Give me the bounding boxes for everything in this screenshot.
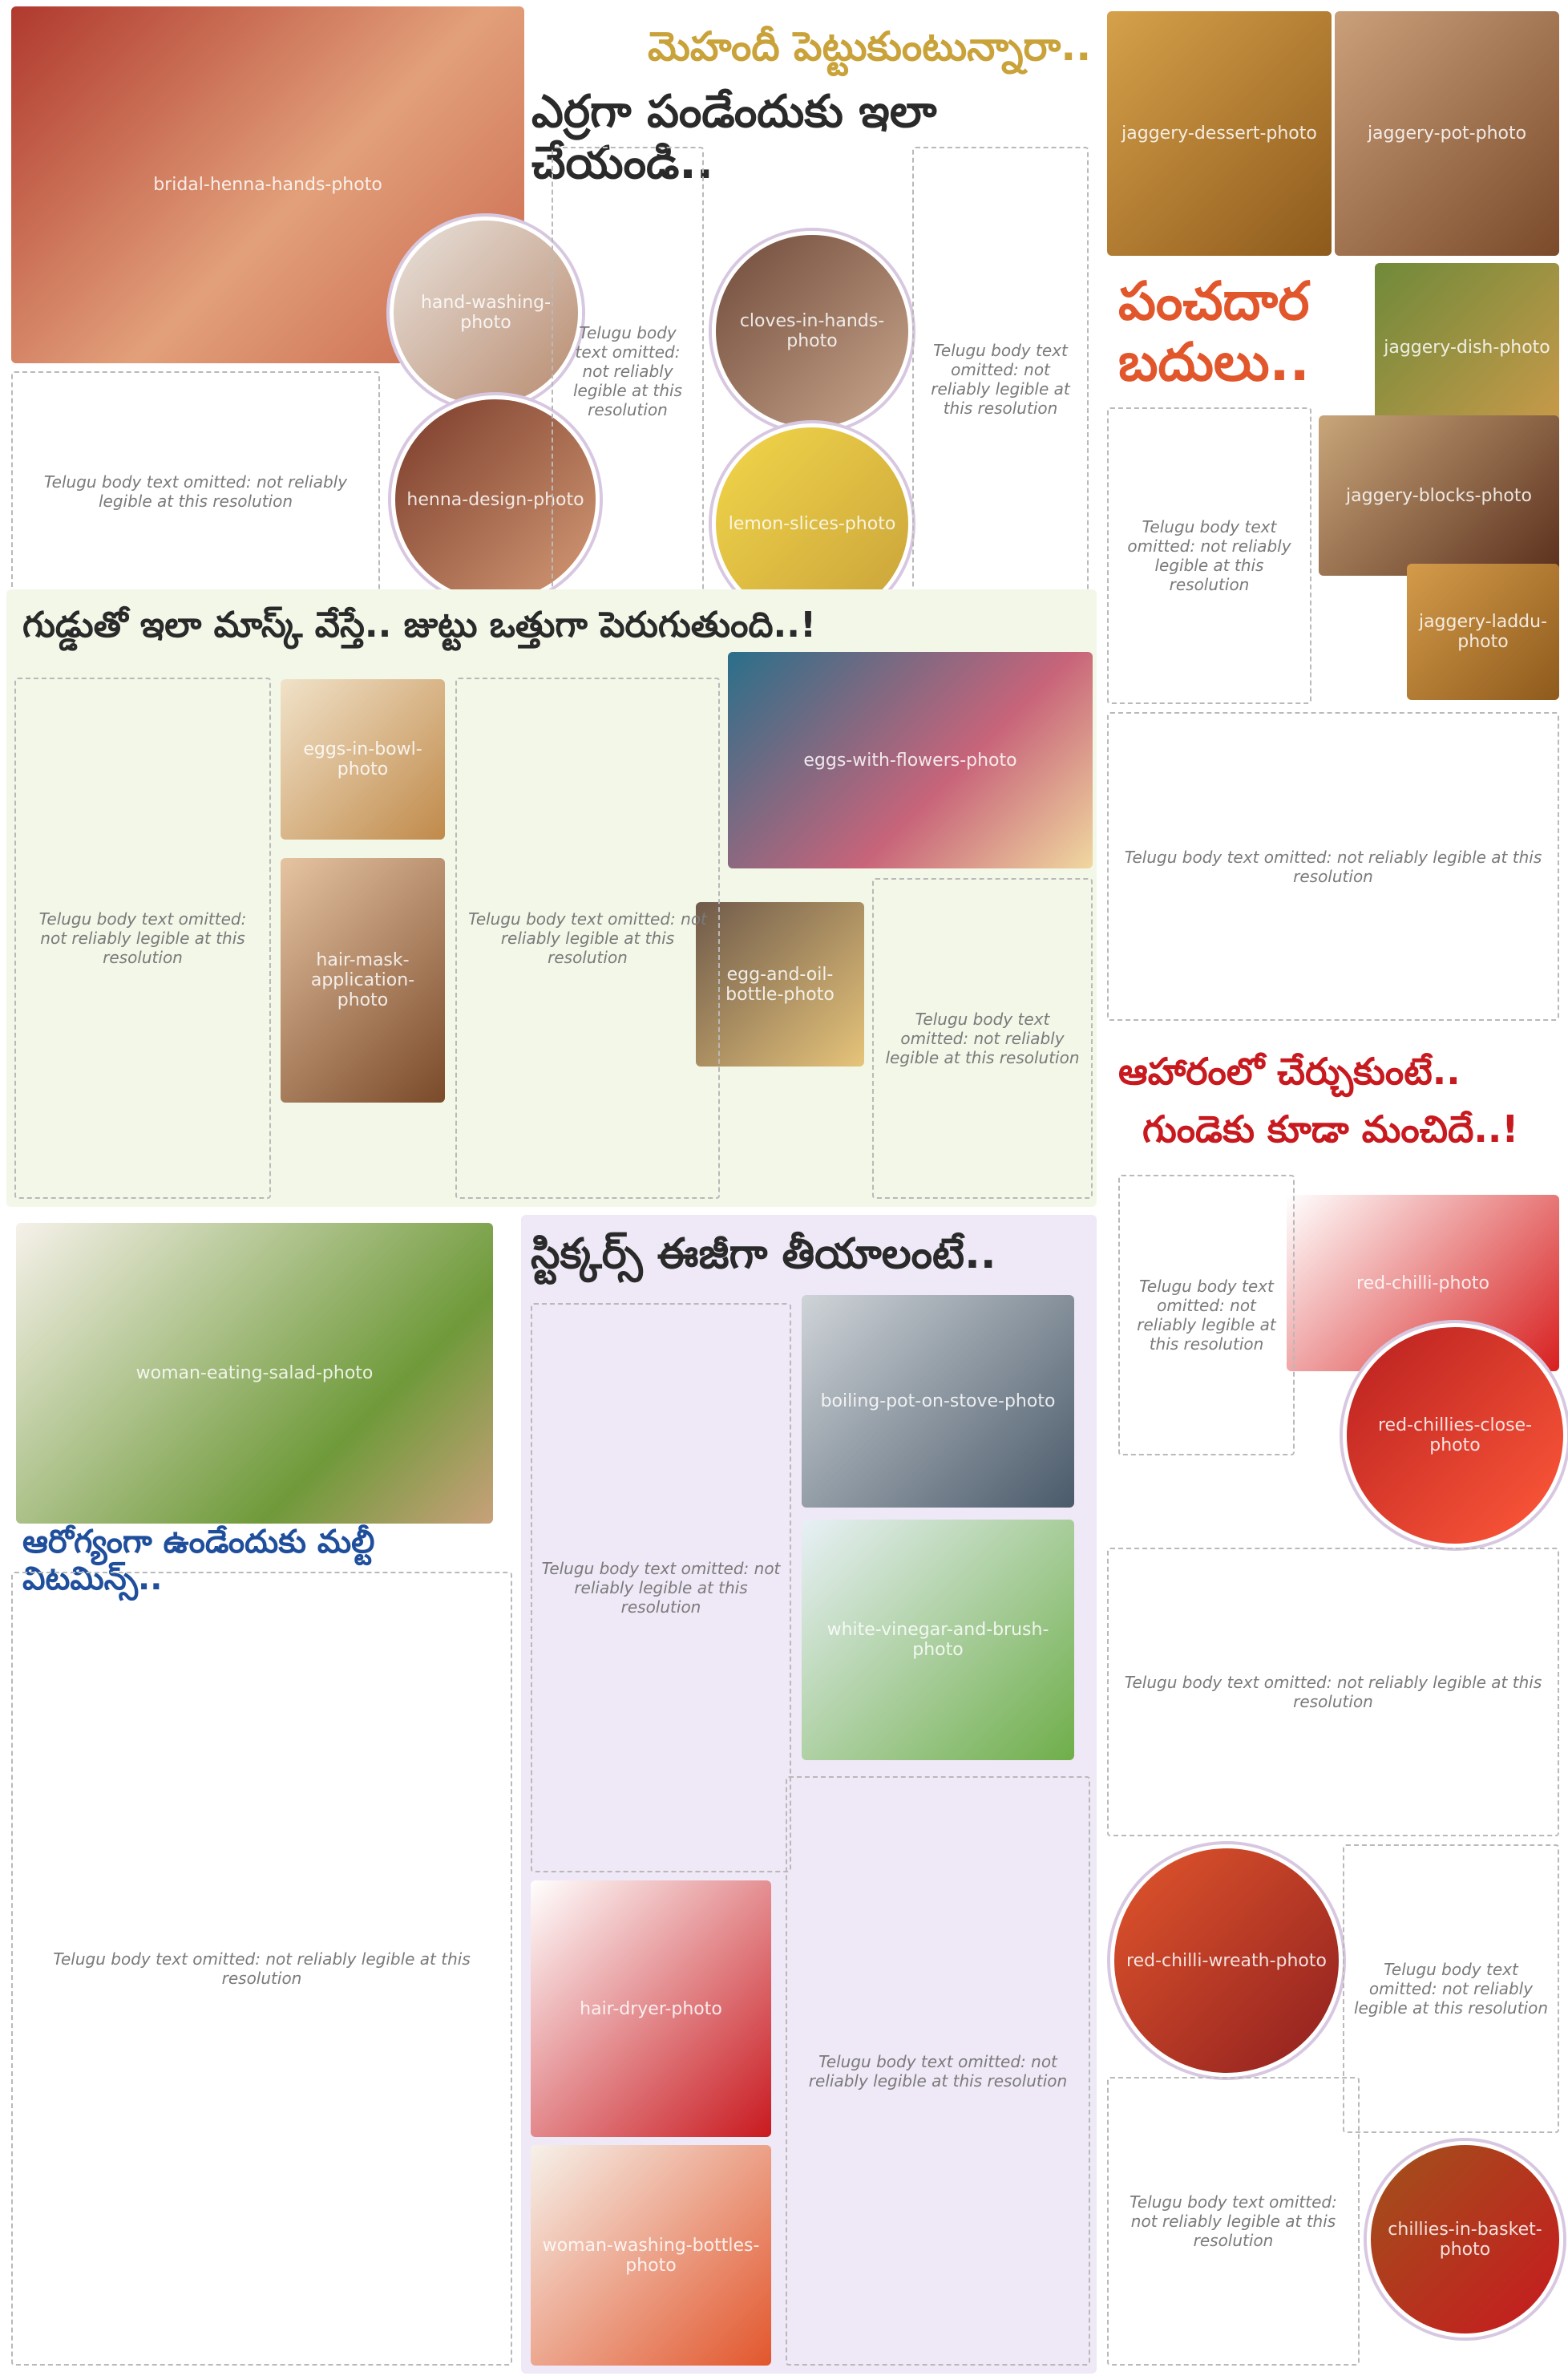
stickers-body-text-left: Telugu body text omitted: not reliably legible at this resolution [531, 1303, 791, 1872]
red-chilli-wreath-photo: red-chilli-wreath-photo [1110, 1844, 1343, 2077]
hand-washing-photo: hand-washing-photo [390, 217, 582, 409]
egg-mask-body-text-col2: Telugu body text omitted: not reliably legible at this resolution [455, 678, 720, 1199]
eggs-with-flowers-photo: eggs-with-flowers-photo [728, 652, 1093, 868]
jaggery-pot-photo: jaggery-pot-photo [1335, 11, 1559, 256]
chillies-in-basket-photo: chillies-in-basket-photo [1367, 2141, 1563, 2338]
mehandi-section [6, 6, 1097, 624]
stickers-section [521, 1215, 1097, 2374]
jaggery-dish-photo: jaggery-dish-photo [1375, 263, 1559, 431]
heart-body-text-middle: Telugu body text omitted: not reliably legible at this resolution [1107, 1548, 1559, 1836]
egg-mask-headline: గుడ్డుతో ఇలా మాస్క్ వేస్తే.. జుట్టు ఒత్తుగా పెరుగుతుంది..! [22, 605, 817, 646]
heart-headline-1: ఆహారంలో చేర్చుకుంటే.. [1118, 1050, 1461, 1093]
mehandi-headline-1: మెహందీ పెట్టుకుంటున్నారా.. [648, 23, 1092, 70]
lemon-slices-photo: lemon-slices-photo [712, 423, 912, 624]
jaggery-laddu-photo: jaggery-laddu-photo [1407, 564, 1559, 700]
jaggery-section [1102, 6, 1563, 1025]
red-chillies-close-photo: red-chillies-close-photo [1343, 1323, 1567, 1548]
red-chilli-photo: red-chilli-photo [1287, 1195, 1559, 1371]
hair-dryer-photo: hair-dryer-photo [531, 1880, 771, 2137]
mehandi-body-text-center: Telugu body text omitted: not reliably legible at this resolution [552, 147, 704, 596]
boiling-pot-on-stove-photo: boiling-pot-on-stove-photo [802, 1295, 1074, 1508]
egg-mask-section [6, 589, 1097, 1207]
woman-eating-salad-photo: woman-eating-salad-photo [16, 1223, 493, 1524]
egg-mask-body-text-col1: Telugu body text omitted: not reliably legible at this resolution [14, 678, 271, 1199]
mehandi-headline-2: ఎర్రగా పండేందుకు ఇలా చేయండి.. [531, 86, 937, 190]
hair-mask-application-photo: hair-mask-application-photo [281, 858, 445, 1103]
jaggery-body-text-upper: Telugu body text omitted: not reliably legible at this resolution [1107, 407, 1311, 704]
multivitamins-headline: ఆరోగ్యంగా ఉండేందుకు మల్టీ విటమిన్స్.. [22, 1524, 375, 1597]
mehandi-body-text-right: Telugu body text omitted: not reliably legible at this resolution [912, 147, 1089, 612]
heart-section [1102, 1034, 1563, 2374]
heart-body-text-bottom: Telugu body text omitted: not reliably legible at this resolution [1107, 2077, 1360, 2366]
jaggery-headline: పంచదార బదులు.. [1118, 270, 1310, 393]
multivitamins-body-text: Telugu body text omitted: not reliably legible at this resolution [11, 1572, 512, 2366]
bridal-henna-hands-photo: bridal-henna-hands-photo [11, 6, 524, 363]
woman-washing-bottles-photo: woman-washing-bottles-photo [531, 2145, 771, 2366]
multivitamins-section [6, 1215, 519, 2374]
egg-mask-body-text-col3: Telugu body text omitted: not reliably legible at this resolution [872, 878, 1093, 1199]
jaggery-blocks-photo: jaggery-blocks-photo [1319, 415, 1559, 576]
jaggery-dessert-photo: jaggery-dessert-photo [1107, 11, 1332, 256]
stickers-headline: స్టిక్కర్స్ ఈజీగా తీయాలంటే.. [531, 1230, 996, 1278]
white-vinegar-and-brush-photo: white-vinegar-and-brush-photo [802, 1520, 1074, 1760]
mehandi-body-text-left: Telugu body text omitted: not reliably legible at this resolution [11, 371, 380, 612]
henna-design-photo: henna-design-photo [391, 395, 600, 604]
eggs-in-bowl-photo: eggs-in-bowl-photo [281, 679, 445, 840]
heart-body-text-right: Telugu body text omitted: not reliably legible at this resolution [1343, 1844, 1559, 2133]
jaggery-body-text-lower: Telugu body text omitted: not reliably legible at this resolution [1107, 712, 1559, 1021]
heart-body-text-top: Telugu body text omitted: not reliably legible at this resolution [1118, 1175, 1295, 1455]
heart-headline-2: గుండెకు కూడా మంచిదే..! [1142, 1107, 1519, 1151]
egg-and-oil-bottle-photo: egg-and-oil-bottle-photo [696, 902, 864, 1067]
cloves-in-hands-photo: cloves-in-hands-photo [712, 231, 912, 431]
stickers-body-text-right: Telugu body text omitted: not reliably legible at this resolution [786, 1776, 1090, 2366]
